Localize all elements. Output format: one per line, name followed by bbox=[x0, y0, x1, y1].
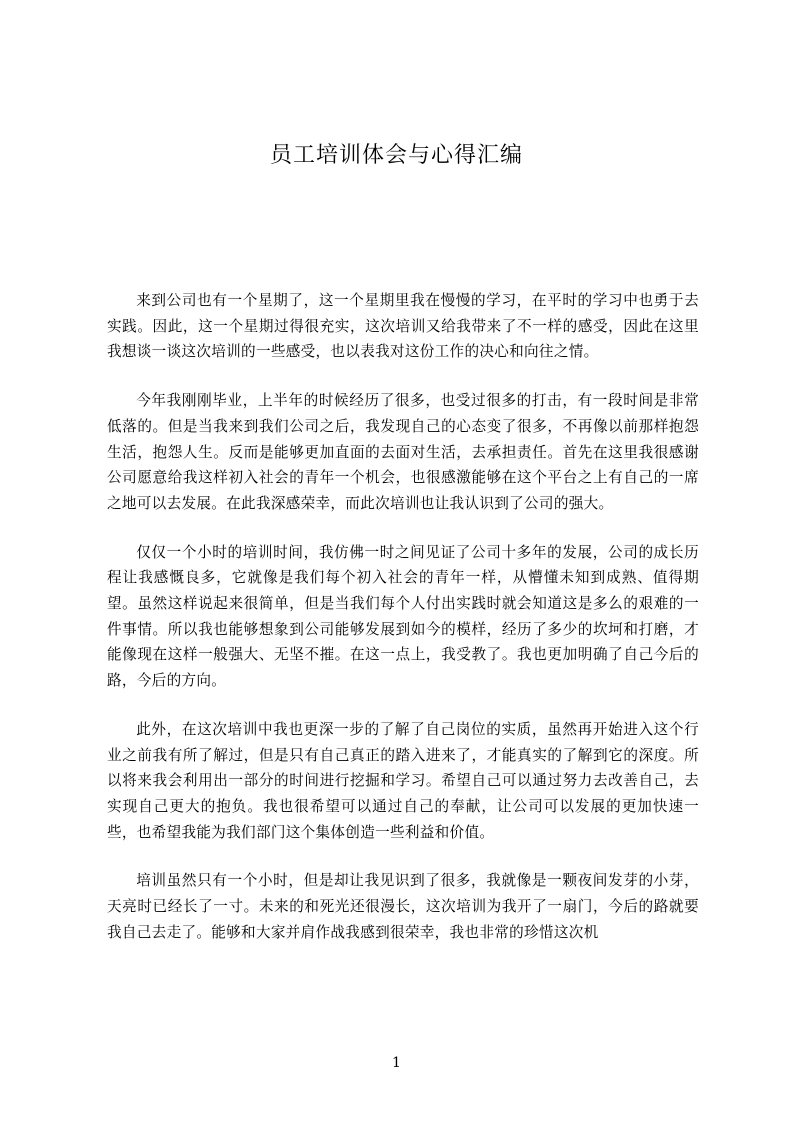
paragraph-4: 此外，在这次培训中我也更深一步的了解了自己岗位的实质，虽然再开始进入这个行业之前我有所了解过，但是只有自己真正的踏入进来了，才能真实的了解到它的深度。所以将来我会利用出一部分的时间进行挖掘和学习。希望自己可以通过努力去改善自己，去实现自己更大的抱负。我也很希望可以通过自己的奉献，让公司可以发展的更加快速一些，也希望我能为我们部门这个集体创造一些利益和价值。 bbox=[107, 720, 699, 841]
page-number: 1 bbox=[392, 1055, 401, 1071]
paragraph-3: 仅仅一个小时的培训时间，我仿佛一时之间见证了公司十多年的发展，公司的成长历程让我感慨良多，它就像是我们每个初入社会的青年一样，从懵懂未知到成熟、值得期望。虽然这样说起来很简单，但是当我们每个人付出实践时就会知道这是多么的艰难的一件事情。所以我也能够想象到公司能够发展到如今的模样，经历了多少的坎坷和打磨，才能像现在这样一般强大、无坚不摧。在这一点上，我受教了。我也更加明确了自己今后的路，今后的方向。 bbox=[107, 543, 699, 690]
paragraph-2: 今年我刚刚毕业，上半年的时候经历了很多，也受过很多的打击，有一段时间是非常低落的。但是当我来到我们公司之后，我发现自己的心态变了很多，不再像以前那样抱怨生活，抱怨人生。反而是能够更加直面的去面对生活，去承担责任。首先在这里我很感谢公司愿意给我这样初入社会的青年一个机会，也很感激能够在这个平台之上有自己的一席之地可以去发展。在此我深感荣幸，而此次培训也让我认识到了公司的强大。 bbox=[107, 392, 699, 512]
paragraph-5: 培训虽然只有一个小时，但是却让我见识到了很多，我就像是一颗夜间发芽的小芽，天亮时已经长了一寸。未来的和死光还很漫长，这次培训为我开了一扇门，今后的路就要我自己去走了。能够和大家并肩作战我感到很荣幸，我也非常的珍惜这次机 bbox=[107, 872, 699, 941]
document-title: 员工培训体会与心得汇编 bbox=[269, 143, 523, 168]
document-body bbox=[107, 288, 699, 968]
paragraph-1: 来到公司也有一个星期了，这一个星期里我在慢慢的学习，在平时的学习中也勇于去实践。因此，这一个星期过得很充实，这次培训又给我带来了不一样的感受，因此在这里我想谈一谈这次培训的一些感受，也以表我对这份工作的决心和向往之情。 bbox=[107, 292, 699, 361]
